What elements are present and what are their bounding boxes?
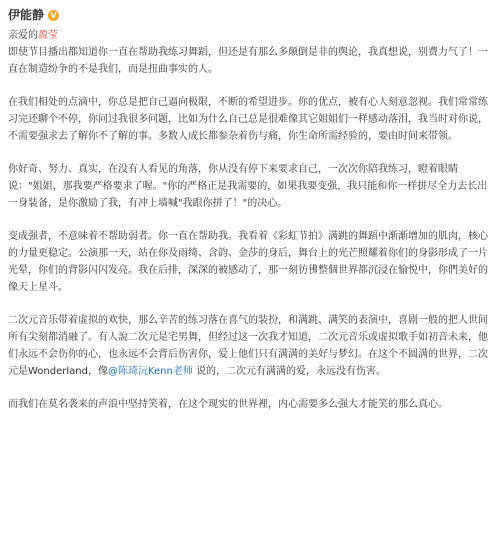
paragraph-2: 在我们相处的点滴中，你总是把自己逼向极限，不断的希望进步。你的优点，被有心人刻意忽视。我们常常练习完还聊个不停，你问过我很多问题，比如为什么自己总是很难像其它姐姐们一样感动落泪，我当时对你说，不需要强求去了解你不了解的事。多数人成长都参杂着伤与痛，你生命所需经验的，要由时间来带领。 — [8, 97, 488, 142]
paragraph-5-text-b: 说的，二次元有满满的爱，永远没有伤害。 — [192, 366, 387, 377]
paragraph-3: 你好奇、努力、真实，在没有人看见的角落，你从没有停下来要求自己，一次次你陪我练习，瞪着眼睛说："姐姐，那我要严格要求了喔。"你的严格正是我需要的，如果我要变强，我只能和你一样拼尽全力去长出一身装备，是你激励了我，有冲上墙喊"我跟你拼了！"的决心。 — [8, 164, 488, 209]
paragraph-4: 变成强者，不意味着不帮助弱者。你一直在帮助我。我看着《彩虹节拍》满跳的舞蹈中渐渐增加的肌肉，核心的力量更稳定。公演那一天，站在你及雨绮、含韵、金莎的身后，舞台上的光芒照耀着你们的身影形成了一片光晕，你们的背影闪闪发亮。我在后排，深深的被感动了，那一刻彷彿整個世界都沉浸在愉悦中，你們美好的像天上星斗。 — [8, 231, 488, 293]
paragraph-5 — [8, 312, 492, 380]
greeting-line — [8, 27, 492, 44]
verified-badge-icon: V — [48, 10, 59, 21]
username[interactable]: 伊能静 — [8, 7, 45, 22]
greeting-prefix: 亲爱的 — [8, 30, 38, 41]
mention-link[interactable]: @陈琦沅Kenn老师 — [107, 366, 193, 377]
paragraph-1: 即使节目播出都知道你一直在帮助我练习舞蹈，但还是有那么多颠倒是非的舆论，我真想说，别费力气了！一直在制造纷争的不是我们，而是扭曲事实的人。 — [8, 47, 488, 75]
post-header — [8, 6, 492, 24]
greeting-name: 盈莹 — [38, 30, 58, 41]
paragraph-6: 而我们在莫名袭来的声浪中坚持笑着，在这个现实的世界裡，内心需要多么强大才能笑的那么真心。 — [8, 399, 448, 410]
paragraph-5-text-a: 二次元音乐带着虚拟的欢快，那么辛苦的练习落在喜气的装扮，和满跳、满笑的表演中，喜剧一般的把人世间所有尖刻都消融了。有人說二次元是宅男舞，但经过这一次我才知道，二次元音乐或虚拟歌手如初音未来，他们永远不会伤你的心，也永远不会背后伤害你，爱上他们只有满满的美好与梦幻。在这个不圆满的世界，二次元是Wonderland，像 — [8, 315, 488, 377]
